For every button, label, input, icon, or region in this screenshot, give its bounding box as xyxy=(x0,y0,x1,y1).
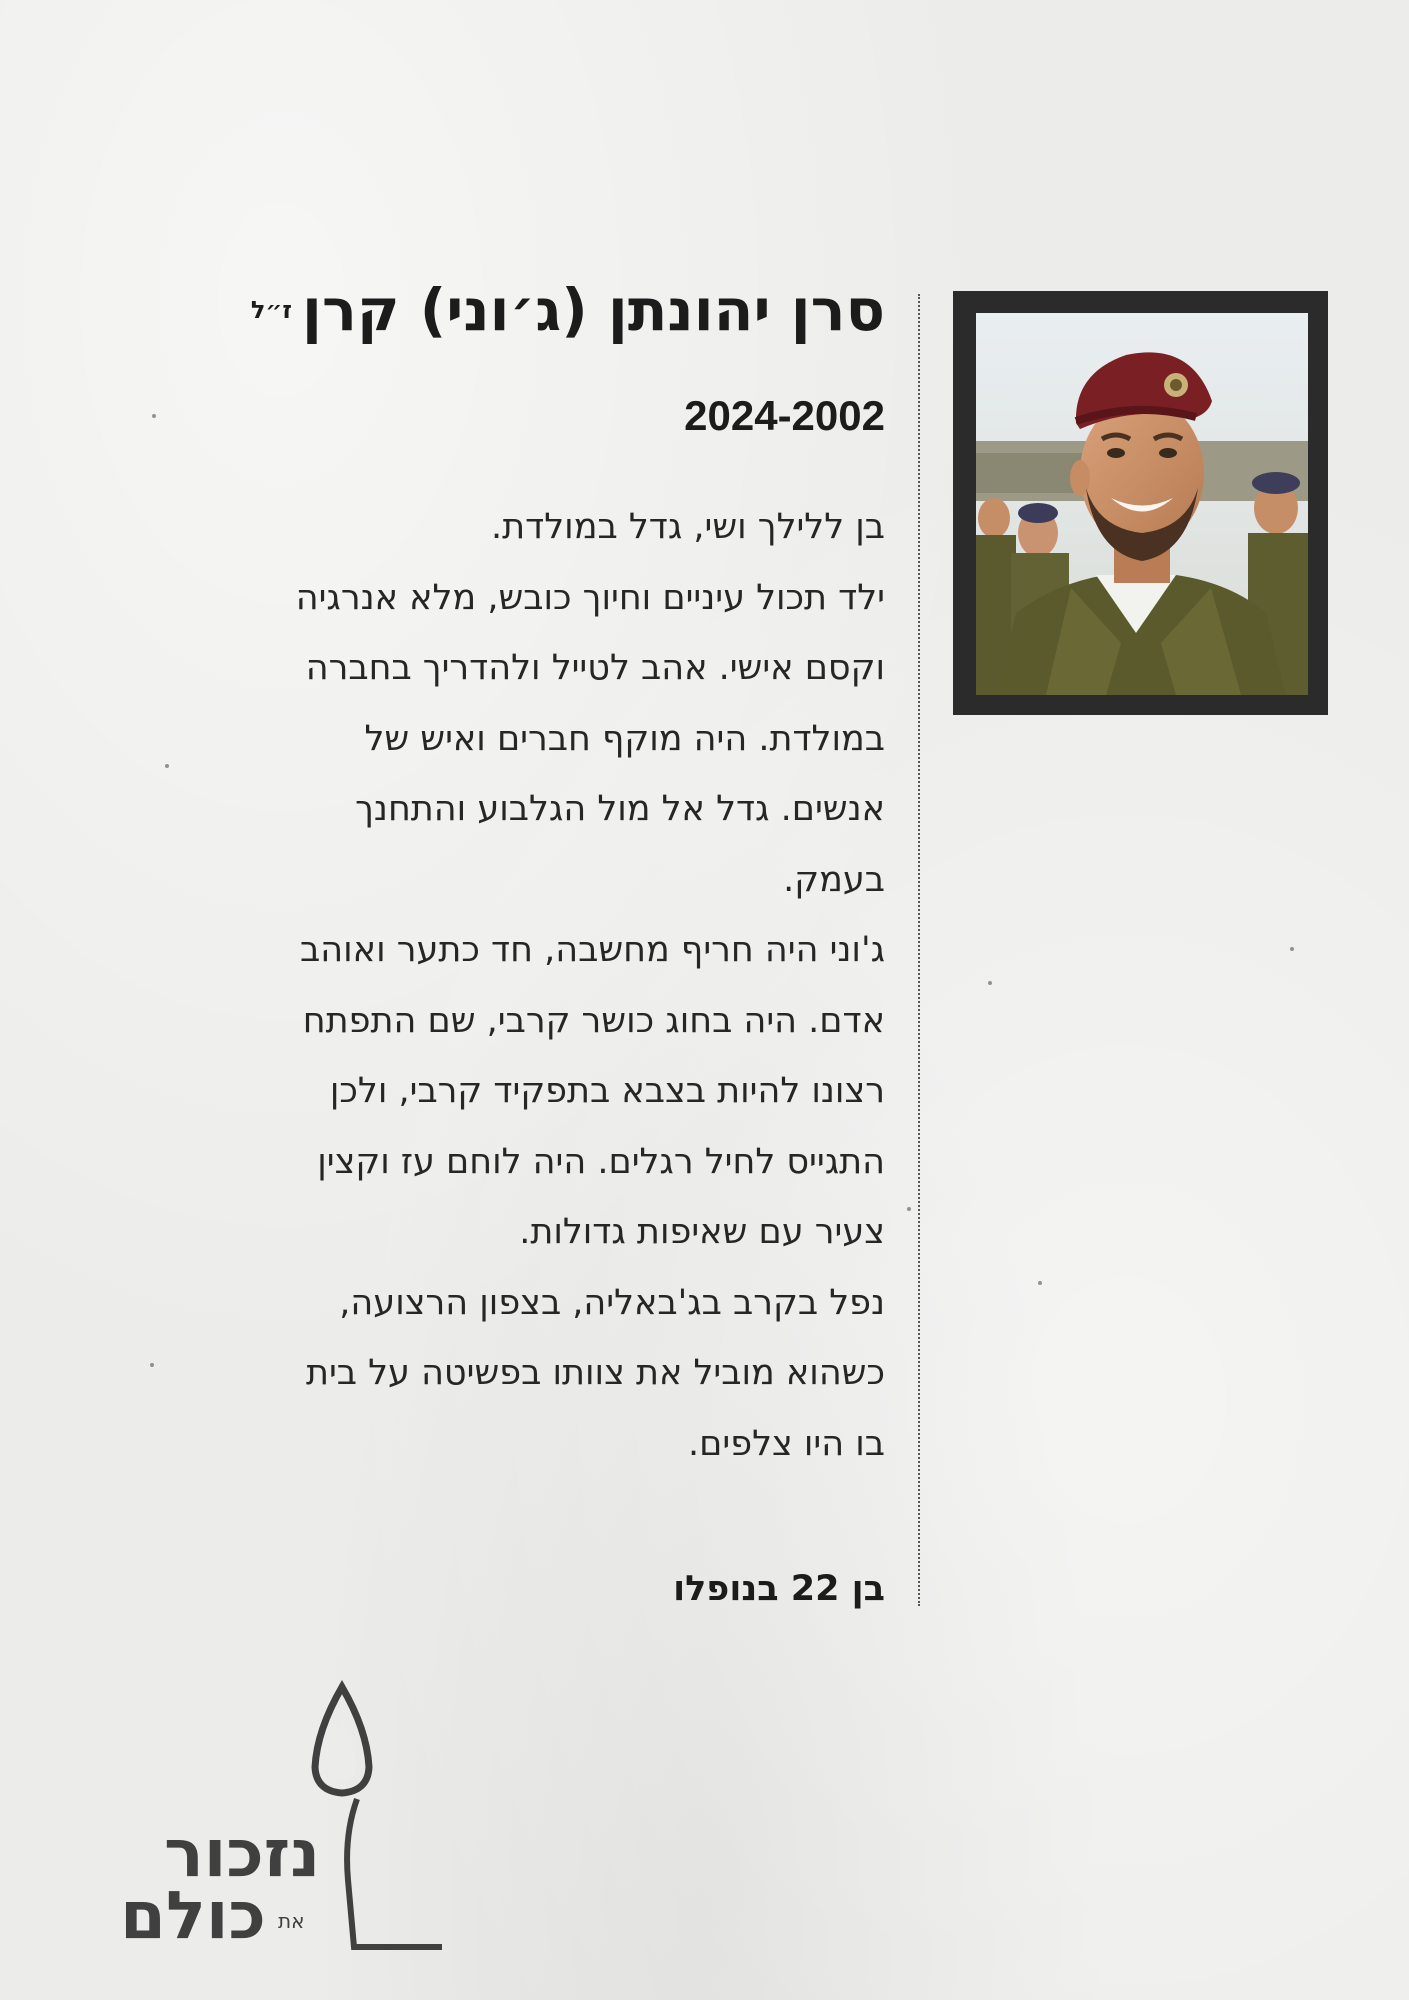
bio-line: נפל בקרב בג'באליה, בצפון הרצועה, xyxy=(339,1282,885,1323)
paper-speck xyxy=(165,764,169,768)
bio-line: וקסם אישי. אהב לטייל ולהדריך בחברה xyxy=(305,648,885,688)
paper-speck xyxy=(907,1207,911,1211)
logo-word-et: את xyxy=(278,1909,305,1933)
bio-line: אנשים. גדל אל מול הגלבוע והתחנך xyxy=(355,789,885,829)
logo-word-all: כולם xyxy=(120,1877,266,1954)
bio-line: ילד תכול עיניים וחיוך כובש, מלא אנרגיה xyxy=(295,577,885,618)
soldier-portrait-image xyxy=(976,313,1308,695)
age-at-fall: בן 22 בנופלו xyxy=(673,1569,885,1609)
paper-speck xyxy=(150,1363,154,1367)
memorial-name: סרן יהונתן (ג׳וני) קרן xyxy=(302,276,885,344)
memorial-biography xyxy=(296,492,885,1479)
bio-line: רצונו להיות בצבא בתפקיד קרבי, ולכן xyxy=(329,1071,885,1111)
paper-speck xyxy=(988,981,992,985)
bio-line: אדם. היה בחוג כושר קרבי, שם התפתח xyxy=(302,1000,885,1041)
bio-line: בן ללילך ושי, גדל במולדת. xyxy=(491,507,885,547)
memorial-honorific: ז״ל xyxy=(250,296,293,324)
bio-line: בעמק. xyxy=(783,859,885,900)
paper-speck xyxy=(1038,1281,1042,1285)
paper-speck xyxy=(1290,947,1294,951)
bio-line: ג'וני היה חריף מחשבה, חד כתער ואוהב xyxy=(300,930,885,970)
bio-line: בו היו צלפים. xyxy=(688,1423,885,1464)
paper-speck xyxy=(152,414,156,418)
portrait-frame xyxy=(953,291,1328,715)
bio-line: התגייס לחיל רגלים. היה לוחם עז וקצין xyxy=(317,1141,885,1182)
bio-line: במולדת. היה מוקף חברים ואיש של xyxy=(364,718,885,759)
dotted-divider xyxy=(918,294,920,1606)
memorial-years: 2024-2002 xyxy=(684,392,885,439)
memorial-title xyxy=(185,270,885,350)
bio-line: כשהוא מוביל את צוותו בפשיטה על בית xyxy=(305,1353,885,1393)
bio-line: צעיר עם שאיפות גדולות. xyxy=(519,1212,885,1252)
memorial-logo xyxy=(112,1675,452,1965)
logo-word-remember: נזכור xyxy=(164,1815,321,1892)
